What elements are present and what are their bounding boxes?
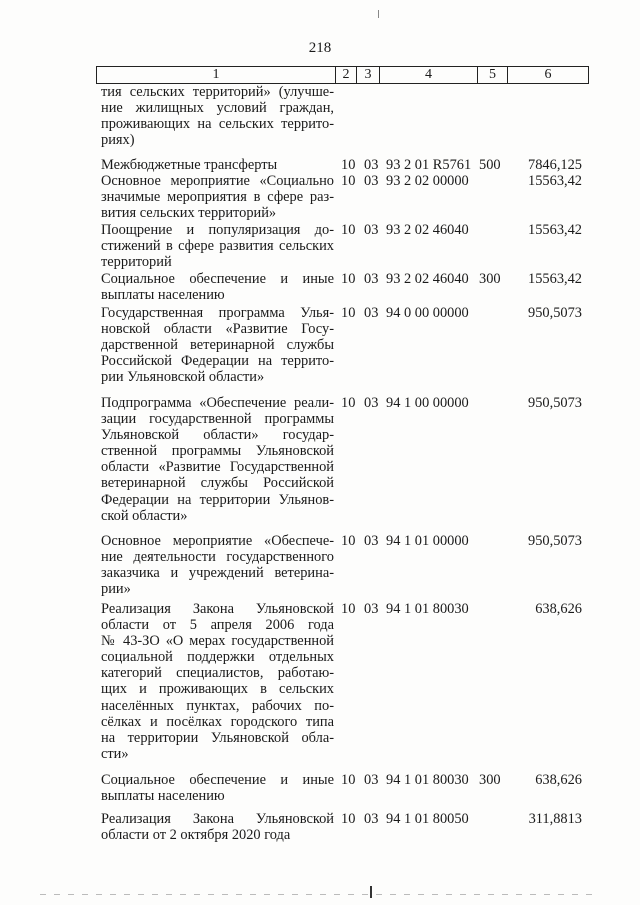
- page-number: 218: [308, 40, 332, 56]
- description-line: Российской Федерации на террито-: [101, 353, 334, 370]
- description-line: вития сельских территорий»: [101, 205, 277, 222]
- description-line: заказчика и учреждений ветерина-: [101, 565, 334, 582]
- description-line: Социальное обеспечение и иные: [101, 271, 334, 287]
- section-code: 10: [341, 157, 356, 173]
- description-line: области от 5 апреля 2006 года: [101, 617, 334, 634]
- row-description: [101, 222, 334, 270]
- row-description: [101, 601, 334, 762]
- section-code: 10: [341, 811, 356, 827]
- description-line: значимые мероприятия в сфере раз-: [101, 189, 334, 206]
- section-code: 10: [341, 222, 356, 238]
- amount-value: 950,5073: [528, 305, 582, 321]
- description-line: социальной поддержки отдельных: [101, 649, 334, 666]
- expense-type-code: 500: [479, 157, 501, 173]
- target-article-code: 93 2 02 46040: [386, 222, 469, 238]
- description-line: категорий специалистов, работаю-: [101, 665, 334, 682]
- scan-edge: [40, 894, 600, 895]
- section-code: 10: [341, 772, 356, 788]
- description-line: Государственная программа Улья-: [101, 305, 334, 321]
- row-description: [101, 533, 334, 597]
- description-line: дарственной ветеринарной службы: [101, 337, 334, 354]
- header-col-4: 4: [380, 67, 478, 83]
- subsection-code: 03: [364, 601, 379, 617]
- description-line: щих и проживающих в сельских: [101, 681, 334, 698]
- description-line: сёлках и посёлках городского типа: [101, 713, 334, 730]
- subsection-code: 03: [364, 222, 379, 238]
- description-line: сти»: [101, 745, 129, 762]
- amount-value: 950,5073: [528, 533, 582, 549]
- description-line: новской области «Развитие Госу-: [101, 321, 334, 338]
- amount-value: 311,8813: [528, 811, 582, 827]
- subsection-code: 03: [364, 305, 379, 321]
- description-line: на территории Ульяновской обла-: [101, 729, 334, 746]
- header-col-6: 6: [544, 67, 552, 82]
- target-article-code: 93 2 02 46040: [386, 271, 469, 287]
- target-article-code: 94 1 01 00000: [386, 533, 469, 549]
- description-line: области от 2 октября 2020 года: [101, 827, 291, 844]
- description-line: Поощрение и популяризация до-: [101, 222, 334, 238]
- target-article-code: 94 1 00 00000: [386, 395, 469, 411]
- description-line: Реализация Закона Ульяновской: [101, 811, 334, 827]
- row-description: [101, 84, 334, 148]
- amount-value: 15563,42: [528, 173, 582, 189]
- row-description: [101, 173, 334, 221]
- amount-value: 638,626: [535, 601, 582, 617]
- section-code: 10: [341, 533, 356, 549]
- description-line: ние жилищных условий граждан,: [101, 100, 334, 117]
- section-code: 10: [341, 395, 356, 411]
- row-description: [101, 395, 334, 524]
- amount-value: 15563,42: [528, 271, 582, 287]
- expense-type-code: 300: [479, 772, 501, 788]
- header-col-1: 1: [97, 67, 336, 83]
- row-description: [101, 772, 334, 804]
- header-col-2: 2: [336, 67, 357, 83]
- header-col-5: 5: [478, 67, 508, 83]
- description-line: Основное мероприятие «Социально: [101, 173, 334, 189]
- description-line: населённых пунктах, рабочих по-: [101, 697, 334, 714]
- subsection-code: 03: [364, 271, 379, 287]
- description-line: выплаты населению: [101, 788, 225, 805]
- description-line: тия сельских территорий» (улучше-: [101, 84, 334, 100]
- amount-value: 950,5073: [528, 395, 582, 411]
- row-description: [101, 305, 334, 385]
- amount-value: 15563,42: [528, 222, 582, 238]
- description-line: территорий: [101, 254, 172, 271]
- subsection-code: 03: [364, 395, 379, 411]
- subsection-code: 03: [364, 811, 379, 827]
- section-code: 10: [341, 601, 356, 617]
- description-line: Основное мероприятие «Обеспече-: [101, 533, 334, 549]
- target-article-code: 93 2 02 00000: [386, 173, 469, 189]
- row-description: [101, 811, 334, 843]
- description-line: ской области»: [101, 507, 188, 524]
- description-line: Подпрограмма «Обеспечение реали-: [101, 395, 334, 411]
- description-line: зации государственной программы: [101, 411, 334, 428]
- description-line: выплаты населению: [101, 287, 225, 304]
- target-article-code: 93 2 01 R5761: [386, 157, 472, 173]
- description-line: Реализация Закона Ульяновской: [101, 601, 334, 617]
- subsection-code: 03: [364, 157, 379, 173]
- description-line: проживающих на сельских террито-: [101, 116, 334, 133]
- scan-mark-top: [378, 10, 379, 18]
- description-line: № 43-ЗО «О мерах государственной: [101, 633, 334, 650]
- subsection-code: 03: [364, 173, 379, 189]
- target-article-code: 94 0 00 00000: [386, 305, 469, 321]
- description-line: рии»: [101, 581, 131, 598]
- description-line: ние деятельности государственного: [101, 549, 334, 566]
- description-line: риях): [101, 132, 135, 149]
- description-line: области «Развитие Государственной: [101, 459, 334, 476]
- header-col-3: 3: [357, 67, 380, 83]
- amount-value: 638,626: [535, 772, 582, 788]
- section-code: 10: [341, 271, 356, 287]
- amount-value: 7846,125: [528, 157, 582, 173]
- row-description: [101, 271, 334, 303]
- subsection-code: 03: [364, 772, 379, 788]
- subsection-code: 03: [364, 533, 379, 549]
- section-code: 10: [341, 173, 356, 189]
- description-line: рии Ульяновской области»: [101, 369, 265, 386]
- description-line: ственной программы Ульяновской: [101, 443, 334, 460]
- scan-mark-bottom: [370, 886, 372, 898]
- table-header: [96, 66, 589, 84]
- section-code: 10: [341, 305, 356, 321]
- row-description: [101, 157, 334, 173]
- description-line: Социальное обеспечение и иные: [101, 772, 334, 788]
- description-line: Федерации на территории Ульянов-: [101, 491, 334, 508]
- description-line: Межбюджетные трансферты: [101, 157, 278, 173]
- description-line: ветеринарной службы Российской: [101, 475, 334, 492]
- description-line: стижений в сфере развития сельских: [101, 238, 334, 255]
- expense-type-code: 300: [479, 271, 501, 287]
- target-article-code: 94 1 01 80050: [386, 811, 469, 827]
- target-article-code: 94 1 01 80030: [386, 601, 469, 617]
- target-article-code: 94 1 01 80030: [386, 772, 469, 788]
- description-line: Ульяновской области» государ-: [101, 427, 334, 444]
